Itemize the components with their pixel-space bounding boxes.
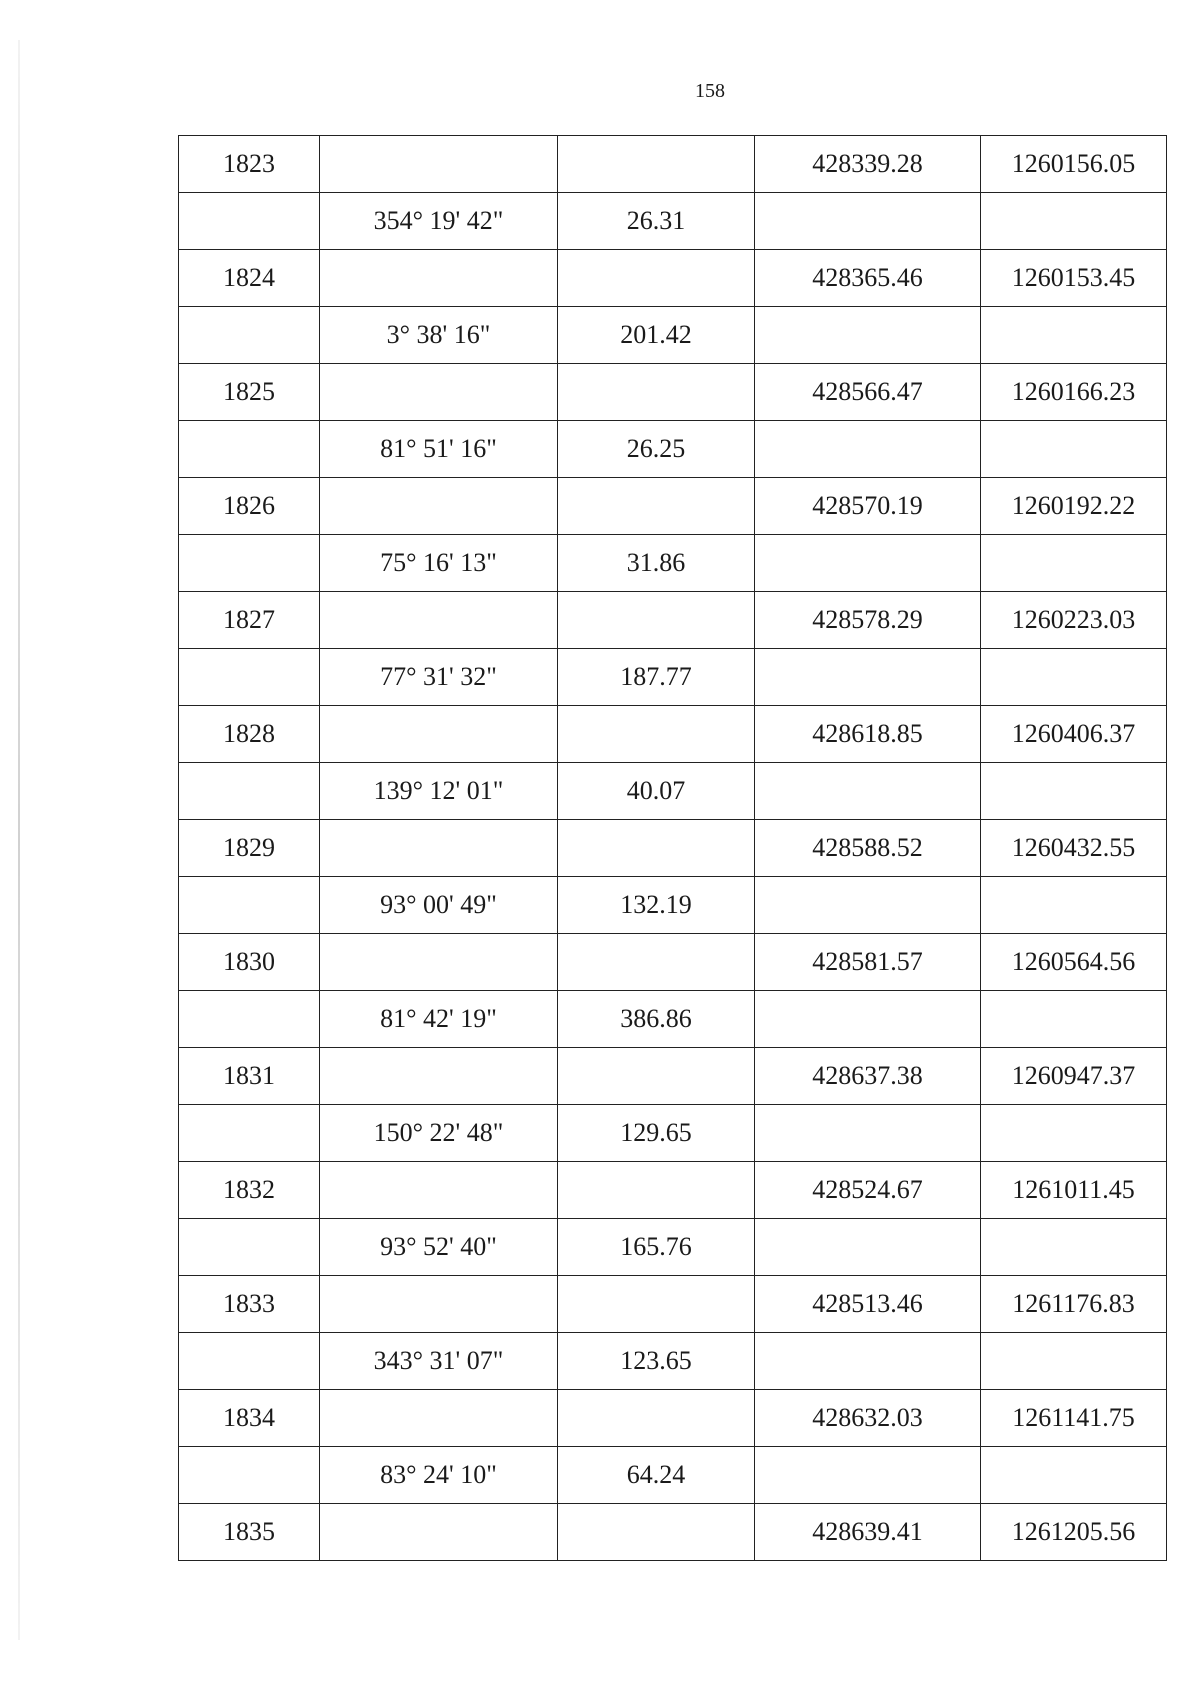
cell-coordinate-x xyxy=(755,763,981,820)
cell-distance: 386.86 xyxy=(558,991,755,1048)
cell-point xyxy=(179,1219,320,1276)
cell-bearing: 75° 16' 13" xyxy=(320,535,558,592)
cell-coordinate-y xyxy=(981,1105,1167,1162)
cell-bearing: 93° 00' 49" xyxy=(320,877,558,934)
cell-coordinate-x: 428578.29 xyxy=(755,592,981,649)
cell-point xyxy=(179,1447,320,1504)
cell-distance xyxy=(558,820,755,877)
cell-coordinate-y xyxy=(981,763,1167,820)
cell-bearing xyxy=(320,706,558,763)
cell-coordinate-y: 1260947.37 xyxy=(981,1048,1167,1105)
cell-distance xyxy=(558,1276,755,1333)
cell-distance xyxy=(558,1504,755,1561)
cell-coordinate-x: 428339.28 xyxy=(755,136,981,193)
cell-point: 1827 xyxy=(179,592,320,649)
cell-coordinate-x xyxy=(755,193,981,250)
cell-bearing: 81° 42' 19" xyxy=(320,991,558,1048)
cell-point: 1828 xyxy=(179,706,320,763)
cell-coordinate-x: 428588.52 xyxy=(755,820,981,877)
cell-point xyxy=(179,763,320,820)
table-row-station xyxy=(179,250,1167,307)
cell-point: 1835 xyxy=(179,1504,320,1561)
cell-bearing: 81° 51' 16" xyxy=(320,421,558,478)
cell-bearing xyxy=(320,136,558,193)
cell-point xyxy=(179,991,320,1048)
cell-coordinate-y xyxy=(981,193,1167,250)
cell-coordinate-y xyxy=(981,535,1167,592)
cell-point xyxy=(179,1105,320,1162)
cell-coordinate-y: 1260223.03 xyxy=(981,592,1167,649)
cell-point: 1832 xyxy=(179,1162,320,1219)
cell-distance xyxy=(558,934,755,991)
cell-distance xyxy=(558,136,755,193)
cell-bearing: 3° 38' 16" xyxy=(320,307,558,364)
cell-point xyxy=(179,421,320,478)
cell-point xyxy=(179,1333,320,1390)
table-row-station xyxy=(179,1390,1167,1447)
cell-coordinate-x: 428632.03 xyxy=(755,1390,981,1447)
page-number: 158 xyxy=(695,80,725,102)
table-row-course xyxy=(179,535,1167,592)
cell-bearing xyxy=(320,592,558,649)
cell-coordinate-x: 428566.47 xyxy=(755,364,981,421)
cell-coordinate-y: 1261141.75 xyxy=(981,1390,1167,1447)
cell-point: 1830 xyxy=(179,934,320,991)
cell-coordinate-y xyxy=(981,1219,1167,1276)
cell-point: 1825 xyxy=(179,364,320,421)
cell-distance xyxy=(558,592,755,649)
cell-coordinate-y xyxy=(981,1333,1167,1390)
cell-coordinate-x: 428639.41 xyxy=(755,1504,981,1561)
scan-edge-shadow xyxy=(18,40,20,1640)
table-row-course xyxy=(179,877,1167,934)
cell-bearing xyxy=(320,364,558,421)
cell-bearing xyxy=(320,1390,558,1447)
table-row-station xyxy=(179,364,1167,421)
cell-distance: 26.25 xyxy=(558,421,755,478)
cell-coordinate-x xyxy=(755,1333,981,1390)
table-row-station xyxy=(179,820,1167,877)
cell-coordinate-y: 1260156.05 xyxy=(981,136,1167,193)
cell-point: 1826 xyxy=(179,478,320,535)
cell-bearing xyxy=(320,478,558,535)
cell-point: 1823 xyxy=(179,136,320,193)
table-row-station xyxy=(179,1276,1167,1333)
cell-bearing: 77° 31' 32" xyxy=(320,649,558,706)
cell-bearing xyxy=(320,820,558,877)
table-row-station xyxy=(179,478,1167,535)
cell-distance xyxy=(558,1162,755,1219)
cell-point xyxy=(179,307,320,364)
cell-coordinate-y xyxy=(981,649,1167,706)
cell-distance: 187.77 xyxy=(558,649,755,706)
table-row-station xyxy=(179,1162,1167,1219)
cell-point: 1831 xyxy=(179,1048,320,1105)
cell-coordinate-y xyxy=(981,307,1167,364)
cell-bearing xyxy=(320,250,558,307)
cell-coordinate-y xyxy=(981,1447,1167,1504)
cell-coordinate-y: 1260166.23 xyxy=(981,364,1167,421)
cell-coordinate-x xyxy=(755,991,981,1048)
survey-table xyxy=(178,135,1167,1561)
cell-coordinate-y: 1260192.22 xyxy=(981,478,1167,535)
table-row-course xyxy=(179,1447,1167,1504)
cell-distance xyxy=(558,364,755,421)
cell-coordinate-x xyxy=(755,877,981,934)
cell-coordinate-x xyxy=(755,1219,981,1276)
cell-distance: 201.42 xyxy=(558,307,755,364)
cell-bearing: 83° 24' 10" xyxy=(320,1447,558,1504)
table-row-course xyxy=(179,649,1167,706)
cell-coordinate-x: 428513.46 xyxy=(755,1276,981,1333)
cell-bearing: 139° 12' 01" xyxy=(320,763,558,820)
cell-coordinate-x xyxy=(755,649,981,706)
cell-coordinate-x: 428618.85 xyxy=(755,706,981,763)
cell-point: 1833 xyxy=(179,1276,320,1333)
cell-coordinate-y: 1260406.37 xyxy=(981,706,1167,763)
cell-point xyxy=(179,535,320,592)
cell-coordinate-y: 1260153.45 xyxy=(981,250,1167,307)
table-row-course xyxy=(179,193,1167,250)
cell-distance xyxy=(558,1048,755,1105)
table-row-course xyxy=(179,1219,1167,1276)
table-row-station xyxy=(179,592,1167,649)
cell-distance xyxy=(558,250,755,307)
cell-distance: 31.86 xyxy=(558,535,755,592)
cell-coordinate-x xyxy=(755,1447,981,1504)
cell-distance: 40.07 xyxy=(558,763,755,820)
cell-bearing: 354° 19' 42" xyxy=(320,193,558,250)
cell-point xyxy=(179,193,320,250)
cell-point xyxy=(179,877,320,934)
cell-coordinate-x: 428637.38 xyxy=(755,1048,981,1105)
cell-bearing: 93° 52' 40" xyxy=(320,1219,558,1276)
cell-bearing xyxy=(320,1048,558,1105)
cell-point: 1834 xyxy=(179,1390,320,1447)
survey-table-body xyxy=(179,136,1167,1561)
cell-coordinate-y xyxy=(981,877,1167,934)
cell-distance xyxy=(558,1390,755,1447)
cell-distance: 64.24 xyxy=(558,1447,755,1504)
cell-coordinate-x: 428365.46 xyxy=(755,250,981,307)
table-row-course xyxy=(179,421,1167,478)
cell-bearing: 343° 31' 07" xyxy=(320,1333,558,1390)
table-row-station xyxy=(179,136,1167,193)
cell-coordinate-y xyxy=(981,421,1167,478)
cell-coordinate-y: 1261176.83 xyxy=(981,1276,1167,1333)
cell-bearing xyxy=(320,1276,558,1333)
table-row-course xyxy=(179,763,1167,820)
table-row-course xyxy=(179,1105,1167,1162)
cell-coordinate-y: 1261011.45 xyxy=(981,1162,1167,1219)
cell-coordinate-x: 428570.19 xyxy=(755,478,981,535)
table-row-station xyxy=(179,1048,1167,1105)
table-row-course xyxy=(179,1333,1167,1390)
cell-coordinate-x xyxy=(755,535,981,592)
cell-coordinate-y: 1260564.56 xyxy=(981,934,1167,991)
cell-coordinate-y xyxy=(981,991,1167,1048)
table-row-course xyxy=(179,991,1167,1048)
cell-coordinate-x xyxy=(755,421,981,478)
cell-coordinate-x: 428581.57 xyxy=(755,934,981,991)
cell-bearing: 150° 22' 48" xyxy=(320,1105,558,1162)
cell-distance: 123.65 xyxy=(558,1333,755,1390)
cell-coordinate-x: 428524.67 xyxy=(755,1162,981,1219)
cell-point: 1824 xyxy=(179,250,320,307)
table-row-station xyxy=(179,706,1167,763)
cell-distance: 26.31 xyxy=(558,193,755,250)
table-row-station xyxy=(179,934,1167,991)
cell-distance xyxy=(558,706,755,763)
cell-bearing xyxy=(320,934,558,991)
cell-coordinate-x xyxy=(755,307,981,364)
cell-distance: 132.19 xyxy=(558,877,755,934)
cell-distance: 129.65 xyxy=(558,1105,755,1162)
table-row-station xyxy=(179,1504,1167,1561)
cell-coordinate-x xyxy=(755,1105,981,1162)
cell-distance xyxy=(558,478,755,535)
cell-point xyxy=(179,649,320,706)
table-row-course xyxy=(179,307,1167,364)
cell-distance: 165.76 xyxy=(558,1219,755,1276)
cell-bearing xyxy=(320,1162,558,1219)
cell-bearing xyxy=(320,1504,558,1561)
cell-coordinate-y: 1260432.55 xyxy=(981,820,1167,877)
cell-point: 1829 xyxy=(179,820,320,877)
cell-coordinate-y: 1261205.56 xyxy=(981,1504,1167,1561)
